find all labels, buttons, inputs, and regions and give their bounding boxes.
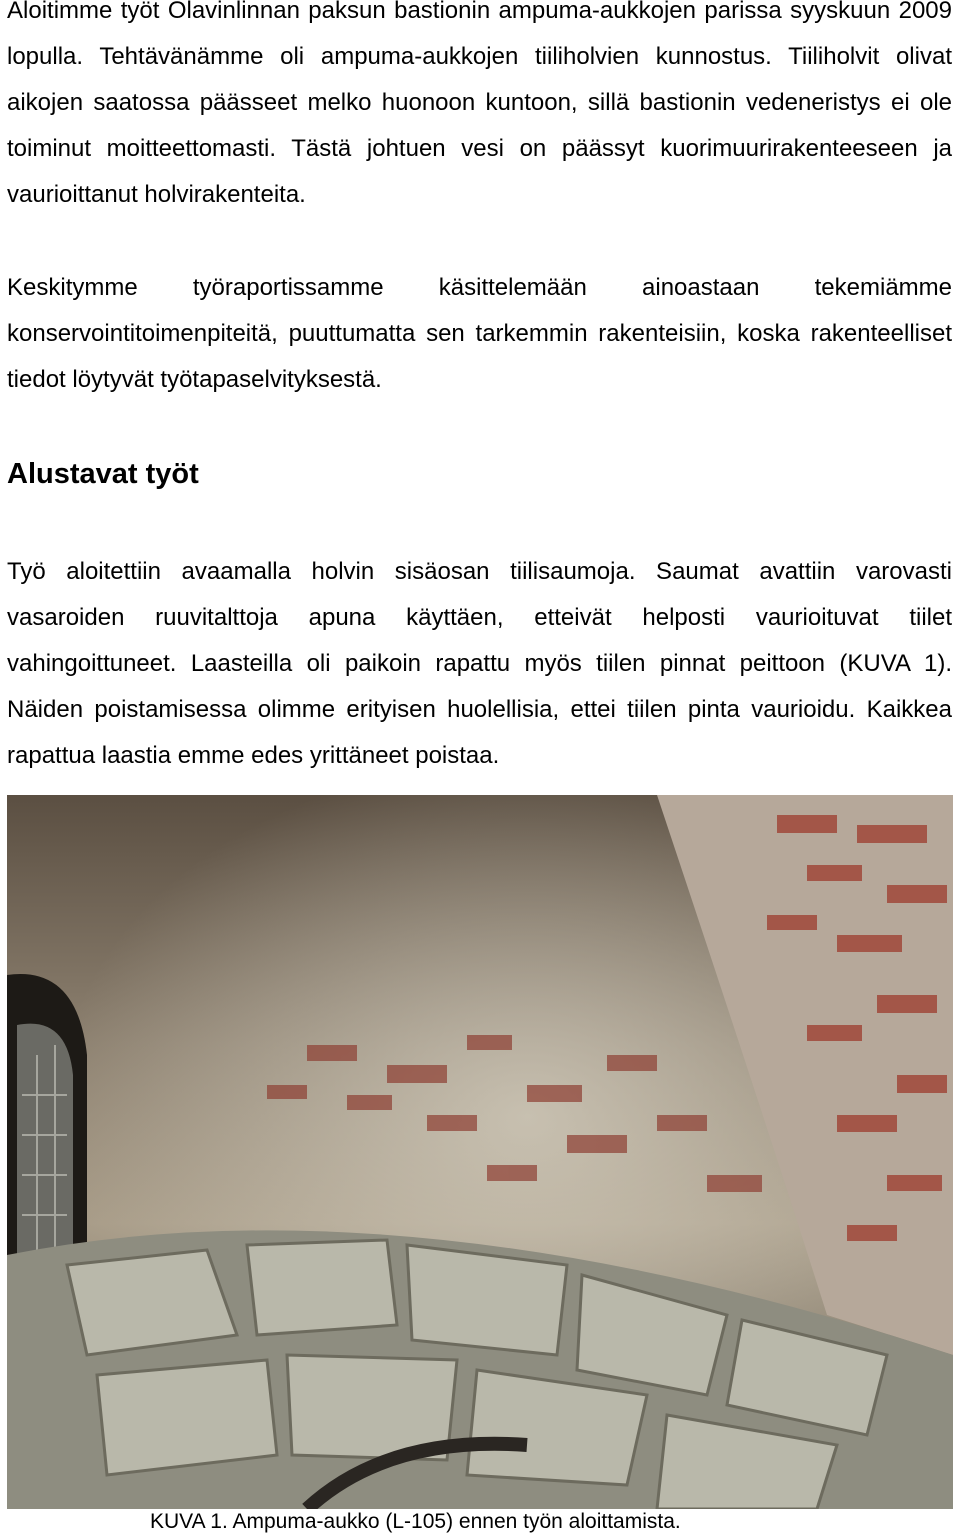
paragraph-intro: Aloitimme työt Olavinlinnan paksun bastionin ampuma-aukkojen parissa syyskuun 2009 lopulla. Tehtävänämme oli ampuma-aukkojen tiiliholvien kunnostus. Tiiliholvit olivat aikojen saatossa päässeet melko huonoon kuntoon, sillä bastionin vedeneristys ei ole toiminut moitteettomasti. Tästä johtuen vesi on päässyt kuorimuurirakenteeseen ja vaurioittanut holvirakenteita.	[7, 0, 952, 208]
figure-caption: KUVA 1. Ampuma-aukko (L-105) ennen työn aloittamista.	[150, 1510, 681, 1533]
paragraph-focus: Keskitymme työraportissamme käsittelemään ainoastaan tekemiämme konservointitoimenpiteitä, puuttumatta sen tarkemmin rakenteisiin, koska rakenteelliset tiedot löytyvät työtapaselvityksestä.	[7, 274, 952, 393]
section-heading: Alustavat työt	[7, 458, 199, 490]
photo-brick-vault	[7, 795, 953, 1509]
paragraph-work: Työ aloitettiin avaamalla holvin sisäosan tiilisaumoja. Saumat avattiin varovasti vasaroiden ruuvitalttoja apuna käyttäen, etteivät helposti vaurioituvat tiilet vahingoittuneet. Laasteilla oli paikoin rapattu myös tiilen pinnat peittoon (KUVA 1). Näiden poistamisessa olimme erityisen huolellisia, ettei tiilen pinta vaurioidu. Kaikkea rapattua laastia emme edes yrittäneet poistaa.	[7, 558, 952, 769]
